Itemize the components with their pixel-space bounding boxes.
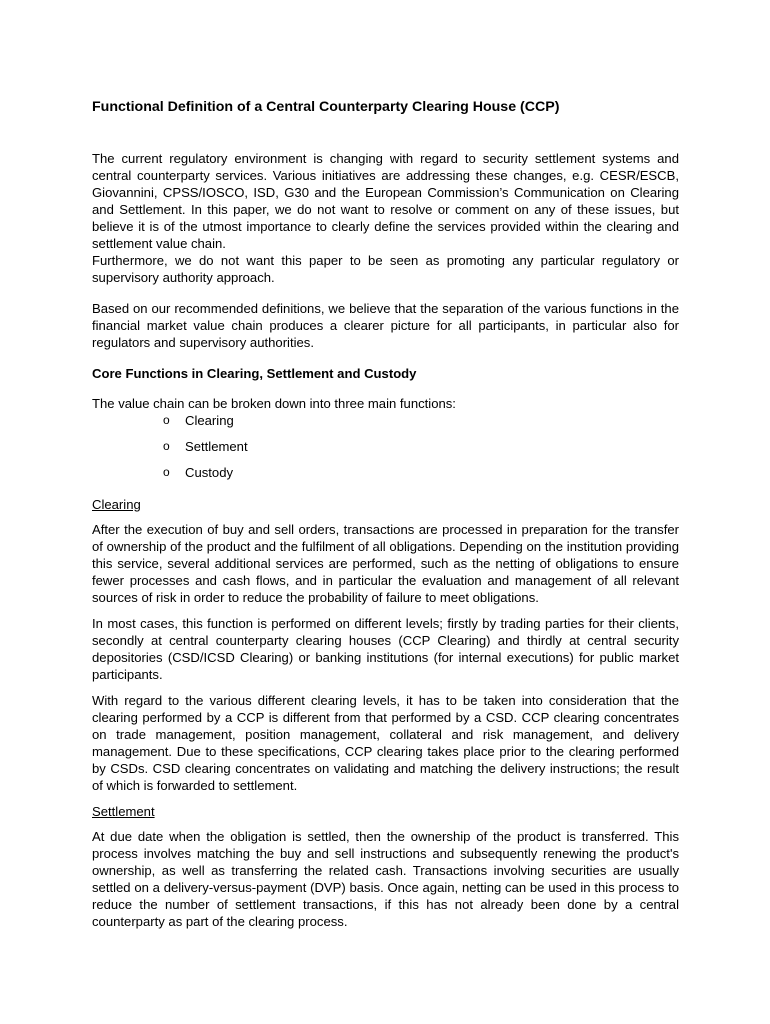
settlement-heading: Settlement [92,804,155,819]
bullet-icon: o [163,465,170,479]
clearing-section [92,496,679,794]
bullet-icon: o [163,439,170,453]
function-label: Clearing [185,413,234,428]
list-item [92,464,679,490]
clearing-paragraph-2: In most cases, this function is performed on different levels; firstly by trading parties for their clients, secondly at central counterparty clearing houses (CCP Clearing) and thirdly at central security depositories (CSD/ICSD Clearing) or banking institutions (for internal executions) for public market participants. [92,616,679,682]
intro-paragraph-2: Furthermore, we do not want this paper to be seen as promoting any particular regulatory or supervisory authority approach. [92,253,679,285]
bullet-icon: o [163,413,170,427]
intro-paragraph-1: The current regulatory environment is changing with regard to security settlement systems and central counterparty services. Various initiatives are addressing these changes, e.g. CESR/ESCB, Giovannini, CPSS/IOSCO, ISD, G30 and the European Commission’s Communication on Clearing and Settlement. In this paper, we do not want to resolve or comment on any of these issues, but believe it is of the utmost importance to clearly define the services provided within the clearing and settlement value chain. [92,151,679,251]
list-item [92,412,679,438]
document-title: Functional Definition of a Central Counterparty Clearing House (CCP) [92,99,560,115]
function-label: Settlement [185,439,248,454]
list-item [92,438,679,464]
clearing-paragraph-3: With regard to the various different clearing levels, it has to be taken into consideration that the clearing performed by a CCP is different from that performed by a CSD. CCP clearing concentrates on trade management, position management, collateral and risk management, and delivery management. Due to these specifications, CCP clearing takes place prior to the clearing performed by CSDs. CSD clearing concentrates on validating and matching the delivery instructions; the result of which is forwarded to settlement. [92,693,679,793]
clearing-heading: Clearing [92,497,141,512]
settlement-paragraph-1: At due date when the obligation is settled, then the ownership of the product is transferred. This process involves matching the buy and sell instructions and subsequently renewing the product's ownership, as well as transferring the related cash. Transactions involving securities are usually settled on a delivery-versus-payment (DVP) basis. Once again, netting can be used in this process to reduce the number of settlement transactions, if this has not already been done by a central counterparty as part of the clearing process. [92,829,679,929]
intro-paragraph-3: Based on our recommended definitions, we believe that the separation of the various functions in the financial market value chain produces a clearer picture for all participants, in particular also for regulators and supervisory authorities. [92,301,679,350]
value-chain-intro: The value chain can be broken down into three main functions: [92,396,456,411]
functions-list [92,412,679,490]
function-label: Custody [185,465,234,480]
clearing-paragraph-1: After the execution of buy and sell orders, transactions are processed in preparation for the transfer of ownership of the product and the fulfilment of all obligations. Depending on the institution providing this service, several additional services are performed, such as the netting of obligations to ensure fewer processes and cash flows, and in particular the evaluation and management of all relevant sources of risk in order to reduce the probability of failure to meet obligations. [92,522,679,605]
core-functions-heading: Core Functions in Clearing, Settlement and Custody [92,366,417,381]
document-page [92,98,679,939]
settlement-section [92,803,679,930]
